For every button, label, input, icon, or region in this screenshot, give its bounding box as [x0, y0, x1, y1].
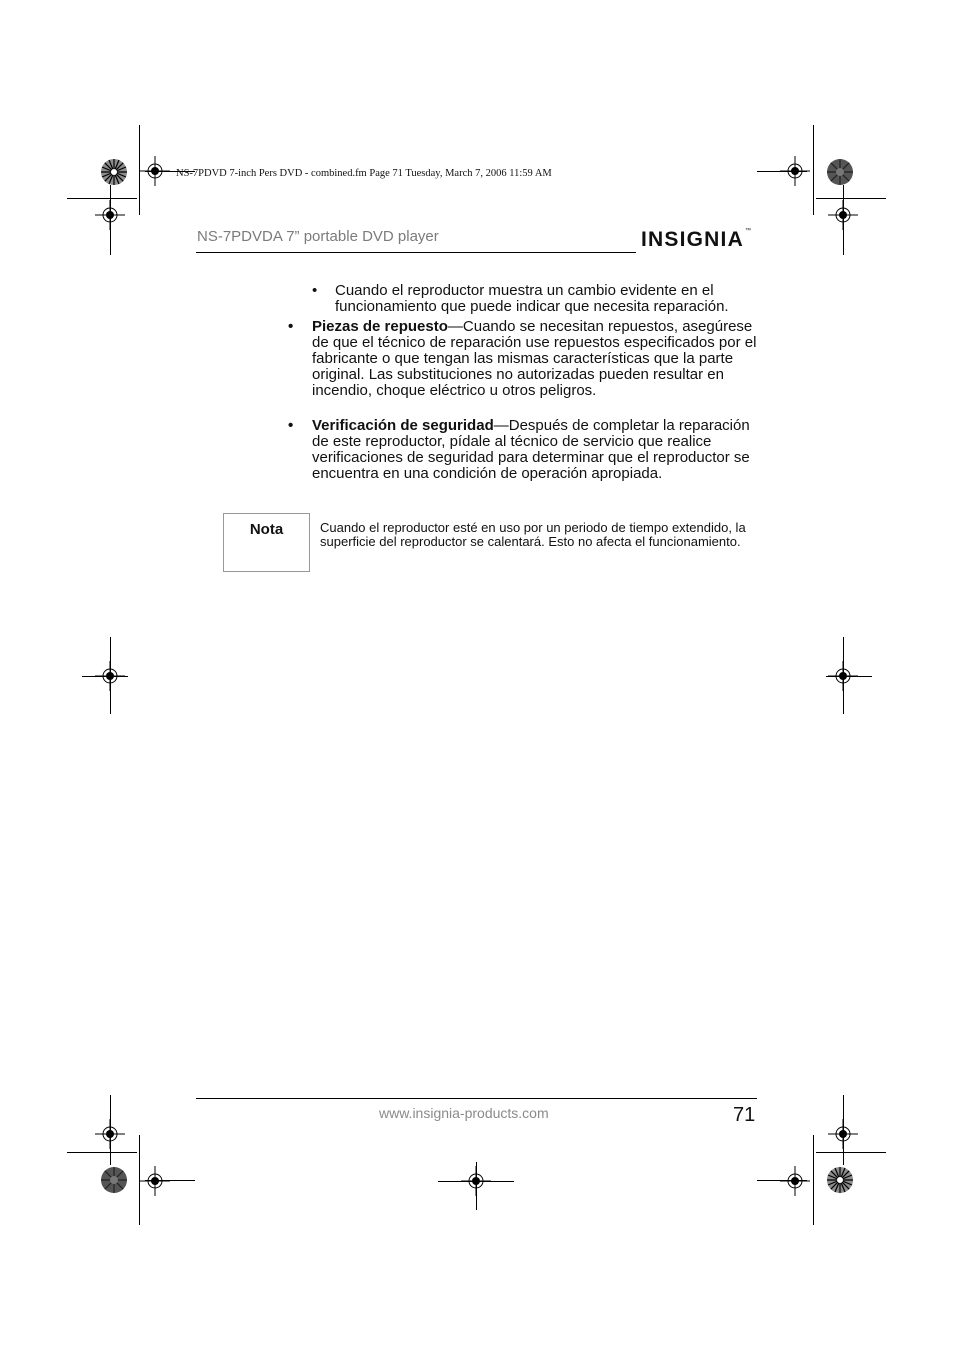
bullet-marker: • — [288, 417, 294, 434]
crop-mark-top-right-vertical — [813, 125, 814, 215]
header-rule — [196, 252, 636, 253]
starburst-icon — [826, 1166, 854, 1194]
registration-mark-icon — [461, 1166, 491, 1196]
footer-url: www.insignia-products.com — [379, 1105, 549, 1121]
registration-mark-icon — [95, 1119, 125, 1149]
crop-mark-bottom-right-vertical — [813, 1135, 814, 1225]
starburst-icon — [100, 158, 128, 186]
registration-mark-icon — [828, 661, 858, 691]
starburst-icon — [826, 158, 854, 186]
brand-logo — [641, 228, 751, 252]
registration-mark-icon — [828, 200, 858, 230]
registration-mark-icon — [140, 1166, 170, 1196]
file-info: NS-7PDVD 7-inch Pers DVD - combined.fm Page 71 Tuesday, March 7, 2006 11:59 AM — [176, 168, 552, 179]
registration-mark-icon — [828, 1119, 858, 1149]
registration-mark-icon — [780, 1166, 810, 1196]
registration-mark-icon — [140, 156, 170, 186]
bullet-marker: • — [312, 282, 318, 299]
bullet-marker: • — [288, 318, 294, 335]
note-text: Cuando el reproductor esté en uso por un periodo de tiempo extendido, la superficie del reproductor se calentará. Esto no afecta el funcionamiento. — [320, 520, 746, 549]
crop-mark-bottom-right-outer — [816, 1152, 886, 1153]
logo-trademark: ™ — [744, 228, 751, 234]
footer-rule — [196, 1098, 757, 1099]
logo-text: INSIGNIA — [641, 228, 744, 251]
bullet-text — [312, 319, 758, 399]
bullet-heading: Verificación de seguridad — [312, 417, 494, 434]
bullet-body: —Cuando se necesitan repuestos, asegúrese de que el técnico de reparación use repuestos especificados por el fabricante o que tengan las mismas características que la parte original. Las substituciones no autorizadas pueden resultar en incendio, choque eléctrico u otros peligros. — [312, 318, 757, 399]
crop-mark-top-left-outer — [67, 198, 137, 199]
header-title: NS-7PDVDA 7” portable DVD player — [197, 228, 439, 245]
bullet-heading: Piezas de repuesto — [312, 318, 448, 335]
bullet-text — [312, 418, 758, 482]
page-number: 71 — [733, 1104, 756, 1126]
bullet-body: —Después de completar la reparación de este reproductor, pídale al técnico de servicio que realice verificaciones de seguridad para determinar que el reproductor se encuentra en una condición de operación apropiada. — [312, 417, 750, 482]
crop-mark-bottom-left-outer — [67, 1152, 137, 1153]
starburst-icon — [100, 1166, 128, 1194]
registration-mark-icon — [780, 156, 810, 186]
registration-mark-icon — [95, 200, 125, 230]
bullet-text: Cuando el reproductor muestra un cambio evidente en el funcionamiento que puede indicar que necesita reparación. — [335, 282, 729, 315]
crop-mark-top-right-outer — [816, 198, 886, 199]
note-label: Nota — [249, 521, 284, 538]
registration-mark-icon — [95, 661, 125, 691]
